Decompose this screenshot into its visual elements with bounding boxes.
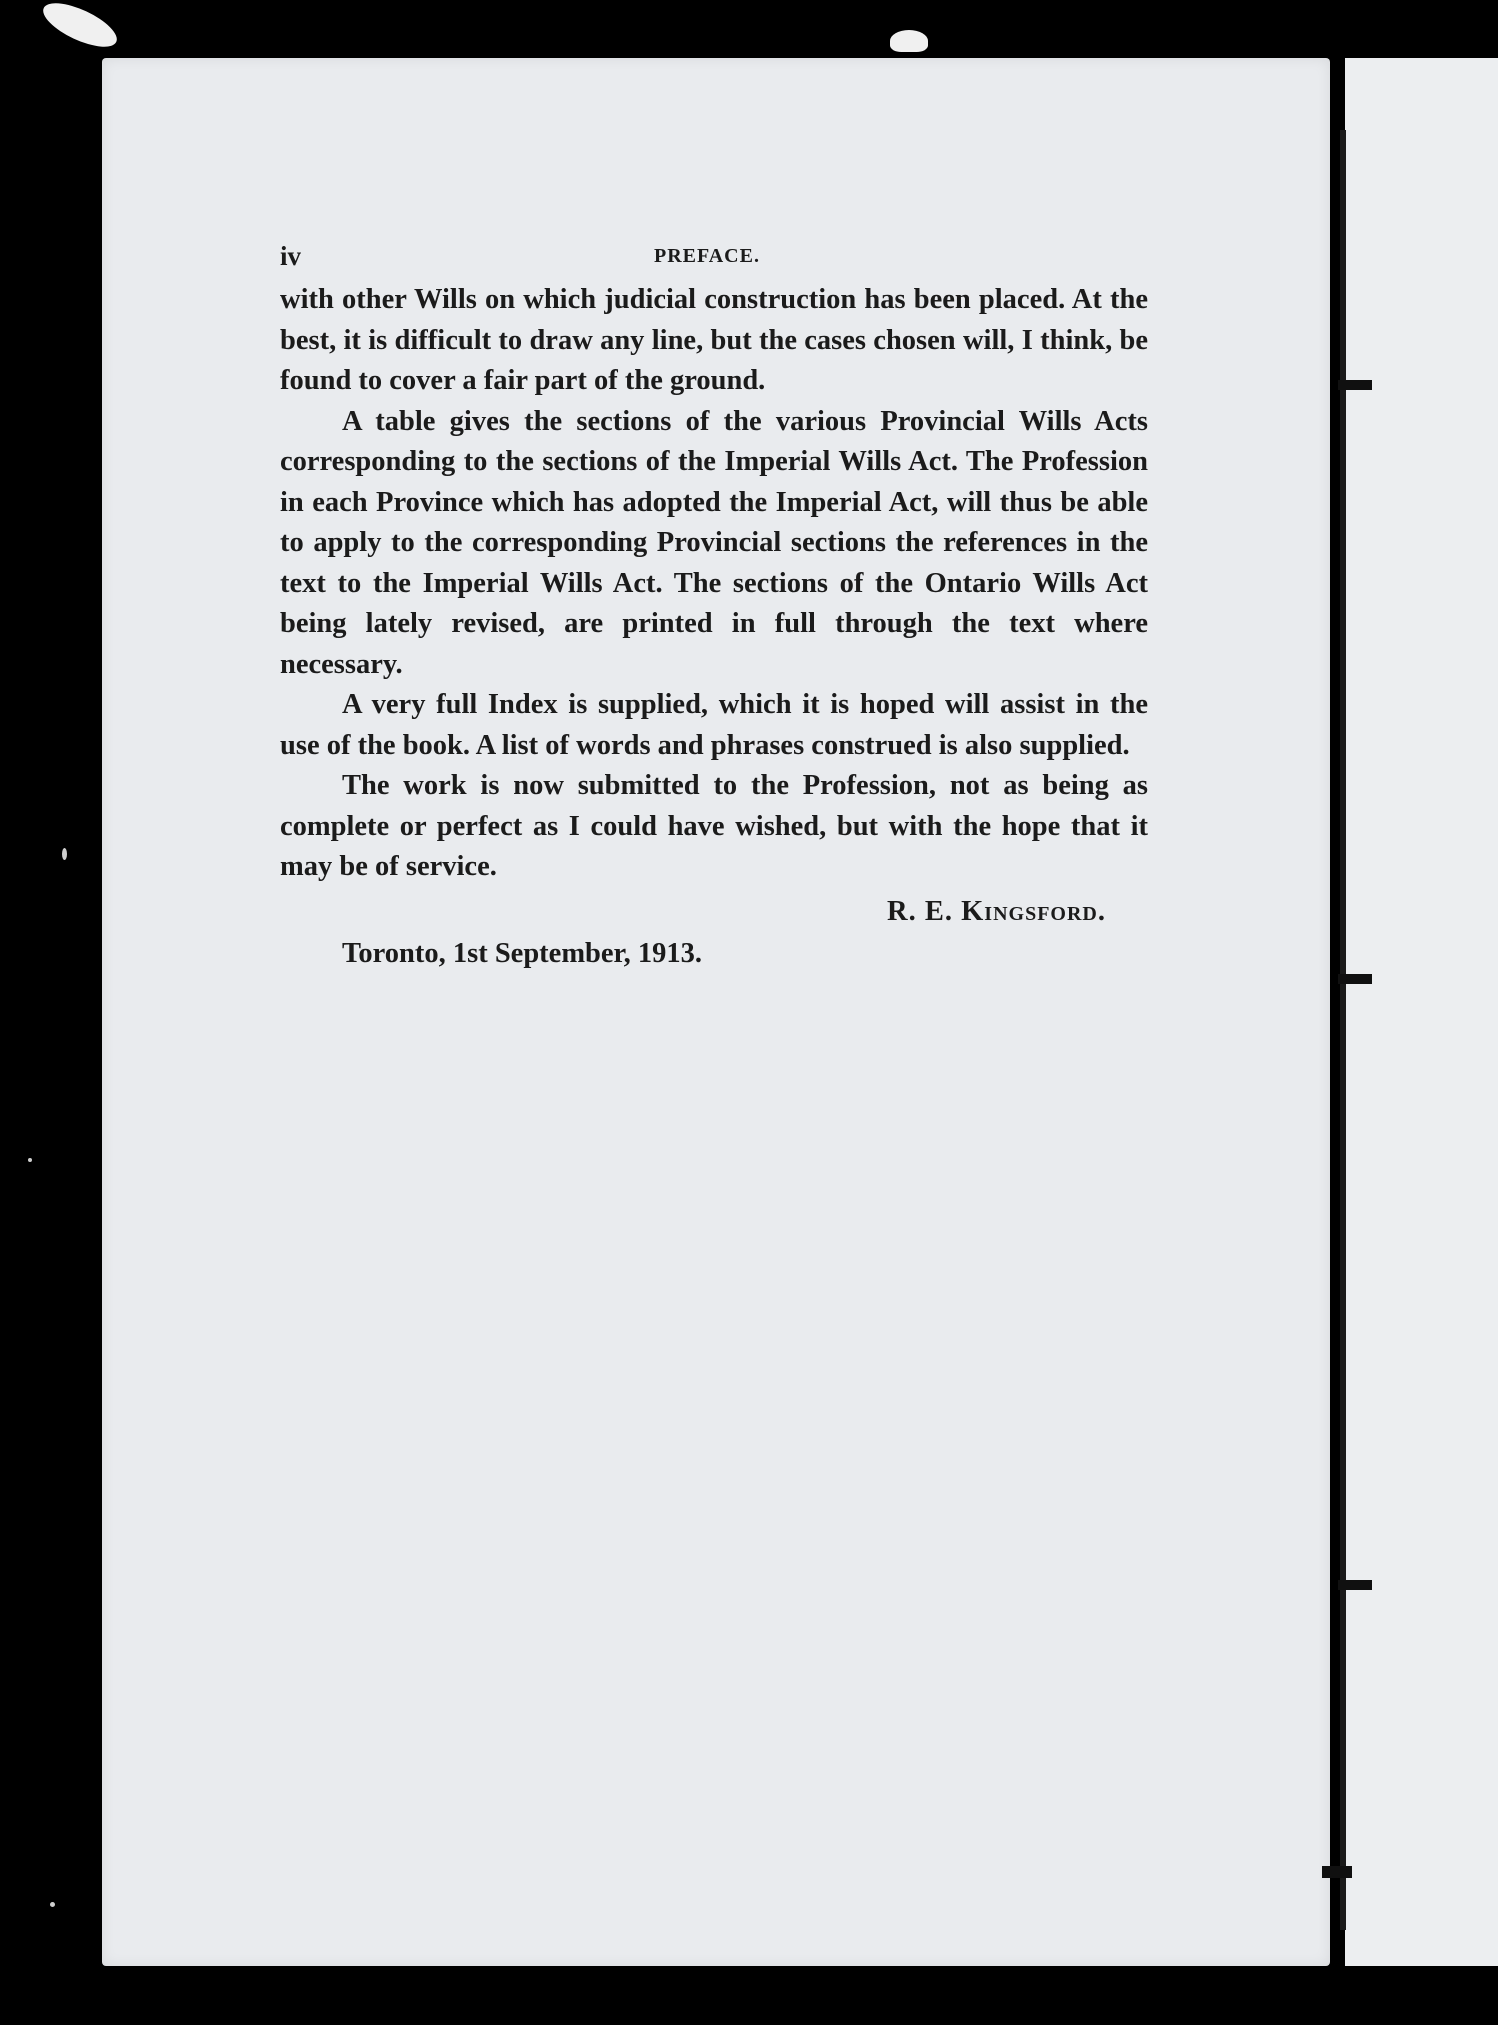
- scan-artifact: [890, 30, 928, 52]
- scan-speck: [50, 1902, 55, 1907]
- running-title: PREFACE.: [654, 245, 760, 267]
- paragraph: The work is now submitted to the Profession, not as being as complete or perfect as I could have wished, but with the hope that it may be of service.: [280, 770, 1148, 882]
- paragraph: A very full Index is supplied, which it is hoped will assist in the use of the book. A list of words and phrases construed is also supplied.: [280, 689, 1148, 761]
- author-signature: [280, 892, 1148, 933]
- author-surname: Kingsford.: [961, 895, 1106, 927]
- place-and-date: Toronto, 1st September, 1913.: [342, 938, 702, 969]
- binding-mark: [1338, 974, 1372, 984]
- page-gutter: [1340, 130, 1346, 1930]
- paragraph: with other Wills on which judicial construction has been placed. At the best, it is difficult to draw any line, but the cases chosen will, I think, be found to cover a fair part of the ground.: [280, 284, 1148, 396]
- adjacent-page: [1345, 58, 1498, 1966]
- paragraph: A table gives the sections of the various Provincial Wills Acts corresponding to the sections of the Imperial Wills Act. The Profession in each Province which has adopted the Imperial Act, will thus be able to apply to the corresponding Provincial sections the references in the text to the Imperial Wills Act. The sections of the Ontario Wills Act being lately revised, are printed in full through the text where necessary.: [280, 405, 1148, 680]
- scan-speck: [62, 848, 67, 860]
- page-content: [280, 236, 1148, 975]
- scan-artifact: [37, 0, 122, 55]
- binding-mark: [1338, 380, 1372, 390]
- binding-mark: [1322, 1866, 1352, 1878]
- author-initials: R. E.: [887, 895, 953, 927]
- page-number: iv: [280, 241, 302, 271]
- binding-mark: [1338, 1580, 1372, 1590]
- running-head: [280, 236, 1148, 278]
- scan-speck: [28, 1158, 32, 1162]
